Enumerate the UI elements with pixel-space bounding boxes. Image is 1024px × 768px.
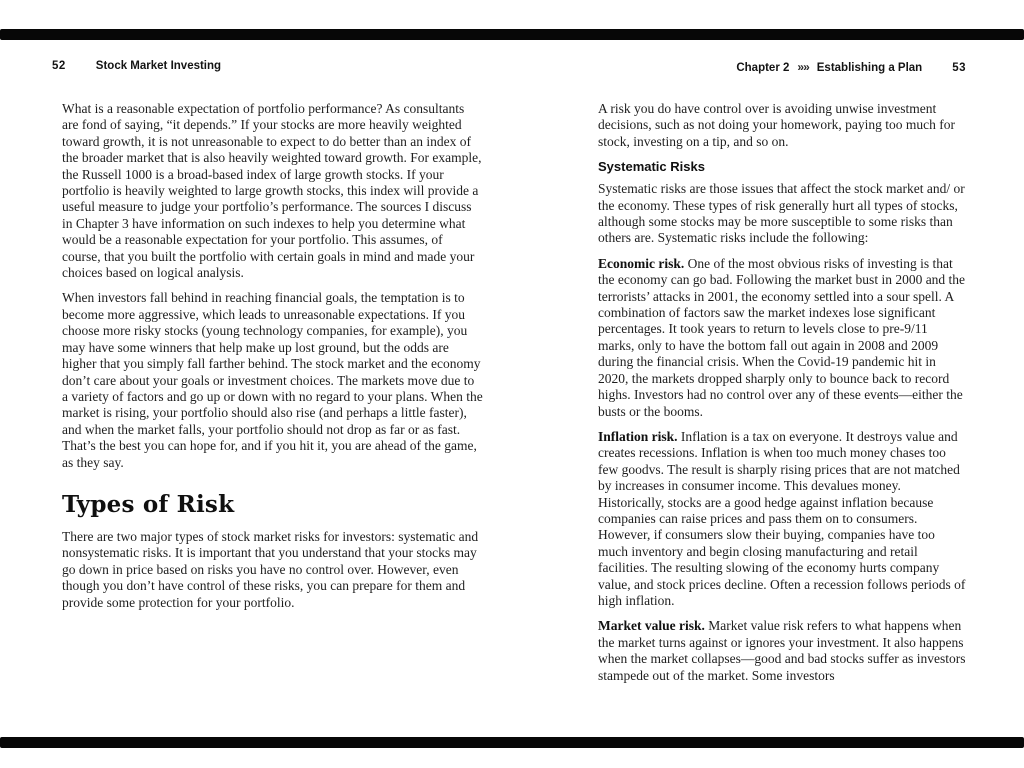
paragraph-investors-fall-behind: When investors fall behind in reaching financial goals, the temptation is to become more aggressive, which leads to unreasonable expectations. If you choose more risky stocks (young technology companies, for example), you may have some winners that help make up lost ground, but the odds are higher that you simply fall farther behind. The stock market and the economy don’t care about your goals or investment choices. The markets move due to a variety of factors and go up or down with no regard to your plans. When the market is rising, your portfolio should also rise (and perhaps a little faster), and when the market falls, your portfolio should not drop as far or as fast. That’s the best you can hope for, and if you hit it, you are ahead of the game, as they say. xyxy=(62,290,483,470)
right-page-number: 53 xyxy=(952,62,966,74)
inflation-risk-lead: Inflation risk. xyxy=(598,428,678,444)
economic-risk-lead: Economic risk. xyxy=(598,255,685,271)
left-page-number: 52 xyxy=(52,60,66,72)
paragraph-portfolio-expectation: What is a reasonable expectation of portfolio performance? As consultants are fond of saying, “it depends.” If your stocks are more heavily weighted toward growth, it is not unreasonable to expect to do better than an index of the broader market that is also heavily weighted toward growth. For example, the Russell 1000 is a broad-based index of large growth stocks. If your portfolio is heavily weighted to large growth stocks, this index will provide a useful measure to judge your portfolio’s performance. The sources I discuss in Chapter 3 have information on such indexes to help you determine what would be a reasonable expectation for your portfolio. This assumes, of course, that you built the portfolio with certain goals in mind and made your choices based on logical analysis. xyxy=(62,101,482,281)
chapter-section-title: Establishing a Plan xyxy=(816,62,923,74)
paragraph-inflation-risk xyxy=(598,429,966,609)
left-running-title: Stock Market Investing xyxy=(95,60,222,72)
chapter-label: Chapter 2 xyxy=(736,62,790,74)
chevrons-icon: »» xyxy=(797,60,809,74)
left-page-body xyxy=(62,101,483,620)
market-value-risk-text: Market value risk refers to what happens when the market turns against or ignores your investment. It also happens when the market collapses—good and bad stocks suffer as investors stampede out of the market. Some investors xyxy=(598,618,966,683)
scan-bottom-edge xyxy=(0,737,1024,748)
economic-risk-text: One of the most obvious risks of investing is that the economy can go bad. Following the market bust in 2000 and the terrorists’ attacks in 2001, the economy settled into a sour spell. A combination of factors saw the market indexes lose significant percentages. It took years to return to levels close to pre-9/11 marks, only to have the bottom fall out again in 2008 and 2009 during the financial crisis. When the Covid-19 pandemic hit in 2020, the markets dropped sharply only to bounce back to record highs. Investors had no control over any of these events—either the busts or the booms. xyxy=(598,255,966,419)
inflation-risk-text: Inflation is a tax on everyone. It destroys value and creates recessions. Inflation is when too much money chases too few goodvs. The result is sharply rising prices that are not matched by increases in consumer income. This devalues money. Historically, stocks are a good hedge against inflation because companies can raise prices and pass them on to consumers. However, if consumers slow their buying, companies have too much inventory and begin closing manufacturing and retail facilities. The resulting slowing of the economy hurts company value, and stock prices decline. Often a recession follows periods of high inflation. xyxy=(598,428,966,608)
right-page-body xyxy=(598,101,966,693)
subheading-systematic-risks: Systematic Risks xyxy=(598,159,705,175)
scan-top-edge xyxy=(0,29,1024,40)
left-running-header xyxy=(52,60,221,72)
paragraph-market-value-risk xyxy=(598,618,966,684)
paragraph-risk-you-control: A risk you do have control over is avoiding unwise investment decisions, such as not doing your homework, paying too much for stock, investing on a tip, and so on. xyxy=(598,101,955,149)
section-heading-types-of-risk: Types of Risk xyxy=(62,490,235,518)
paragraph-systematic-risks-intro: Systematic risks are those issues that affect the stock market and/ or the economy. These types of risk generally hurt all types of stocks, although some stocks may be more susceptible to some risks than others are. Systematic risks include the following: xyxy=(598,181,965,246)
paragraph-two-major-types: There are two major types of stock market risks for investors: systematic and nonsystematic risks. It is important that you understand that your stocks may go down in price based on risks you have no control over. However, even though you don’t have control of these risks, you can prepare for them and provide some protection for your portfolio. xyxy=(62,528,479,610)
market-value-risk-lead: Market value risk. xyxy=(598,618,705,634)
paragraph-economic-risk xyxy=(598,256,966,420)
right-running-header xyxy=(736,60,966,74)
